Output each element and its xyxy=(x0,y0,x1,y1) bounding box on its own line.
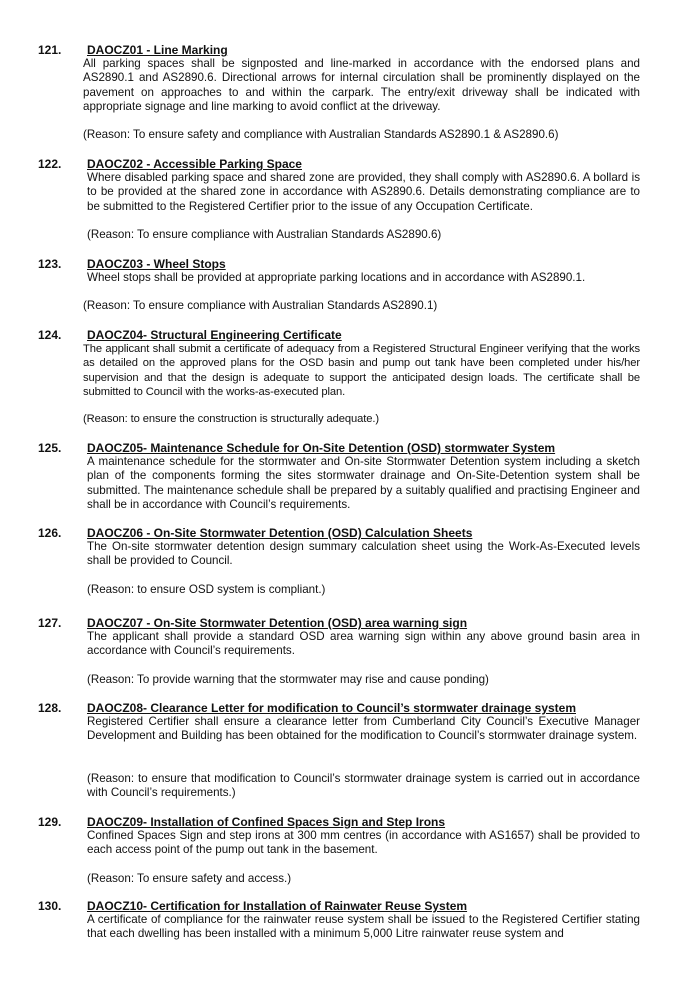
condition-reason: (Reason: to ensure OSD system is compliant.) xyxy=(87,583,326,596)
condition-body: Wheel stops shall be provided at appropriate parking locations and in accordance with AS2890.1. xyxy=(87,271,586,284)
condition-reason: (Reason: to ensure that modification to Council’s stormwater drainage system is carried out in accordance with Council’s requirements.) xyxy=(87,772,640,800)
condition-number: 121. xyxy=(38,43,62,57)
condition-heading: DAOCZ10- Certification for Installation of Rainwater Reuse System xyxy=(87,899,468,913)
condition-number: 129. xyxy=(38,815,62,829)
condition-body: Registered Certifier shall ensure a clearance letter from Cumberland City Council’s Executive Manager Development and Building has been obtained for the modification to Council’s stormwater drainage system. xyxy=(87,715,640,743)
condition-body: Confined Spaces Sign and step irons at 300 mm centres (in accordance with AS1657) shall be provided to each access point of the pump out tank in the basement. xyxy=(87,829,640,857)
condition-heading: DAOCZ03 - Wheel Stops xyxy=(87,257,226,271)
condition-body: A maintenance schedule for the stormwater and On-site Stormwater Detention system including a sketch plan of the components forming the sites stormwater drainage and On-Site-Detention system shall be submitted. The maintenance schedule shall be prepared by a suitably qualified and practising Engineer and shall be in accordance with Council’s requirements. xyxy=(87,455,640,512)
condition-heading: DAOCZ09- Installation of Confined Spaces Sign and Step Irons xyxy=(87,815,446,829)
condition-heading: DAOCZ04- Structural Engineering Certificate xyxy=(87,328,342,342)
condition-heading: DAOCZ01 - Line Marking xyxy=(87,43,228,57)
condition-reason: (Reason: To ensure safety and access.) xyxy=(87,872,292,885)
condition-number: 127. xyxy=(38,616,62,630)
condition-heading: DAOCZ05- Maintenance Schedule for On-Site Detention (OSD) stormwater System xyxy=(87,441,556,455)
condition-reason: (Reason: To ensure safety and compliance with Australian Standards AS2890.1 & AS2890.6) xyxy=(83,128,559,141)
condition-body: The applicant shall submit a certificate of adequacy from a Registered Structural Engineer verifying that the works as detailed on the approved plans for the OSD basin and pump out tank have been completed under his/her supervision and that the design is adequate to support the anticipated design loads. The certificate shall be submitted to Council with the works-as-executed plan. xyxy=(83,343,640,399)
condition-reason: (Reason: To provide warning that the stormwater may rise and cause ponding) xyxy=(87,673,489,686)
condition-number: 123. xyxy=(38,257,62,271)
condition-heading: DAOCZ07 - On-Site Stormwater Detention (OSD) area warning sign xyxy=(87,616,468,630)
condition-reason: (Reason: To ensure compliance with Australian Standards AS2890.1) xyxy=(83,299,438,312)
condition-body: A certificate of compliance for the rainwater reuse system shall be issued to the Registered Certifier stating that each dwelling has been installed with a minimum 5,000 Litre rainwater reuse system and xyxy=(87,913,640,941)
condition-number: 130. xyxy=(38,899,62,913)
condition-number: 122. xyxy=(38,157,62,171)
condition-number: 126. xyxy=(38,526,62,540)
condition-heading: DAOCZ06 - On-Site Stormwater Detention (OSD) Calculation Sheets xyxy=(87,526,473,540)
condition-reason: (Reason: to ensure the construction is structurally adequate.) xyxy=(83,413,380,425)
condition-number: 128. xyxy=(38,701,62,715)
condition-body: The applicant shall provide a standard OSD area warning sign within any above ground basin area in accordance with Council’s requirements. xyxy=(87,630,640,658)
condition-heading: DAOCZ02 - Accessible Parking Space xyxy=(87,157,302,171)
condition-number: 124. xyxy=(38,328,62,342)
condition-body: Where disabled parking space and shared zone are provided, they shall comply with AS2890.6. A bollard is to be provided at the shared zone in accordance with AS2890.6. Details demonstrating compliance are to be submitted to the Registered Certifier prior to the issue of any Occupation Certificate. xyxy=(87,171,640,213)
condition-body: The On-site stormwater detention design summary calculation sheet using the Work-As-Executed levels shall be provided to Council. xyxy=(87,540,640,568)
condition-number: 125. xyxy=(38,441,62,455)
condition-body: All parking spaces shall be signposted and line-marked in accordance with the endorsed plans and AS2890.1 and AS2890.6. Directional arrows for internal circulation shall be prominently displayed on the pavement on approaches to and within the carpark. The entry/exit driveway shall be indicated with appropriate signage and line marking to avoid conflict at the driveway. xyxy=(83,57,640,114)
condition-reason: (Reason: To ensure compliance with Australian Standards AS2890.6) xyxy=(87,228,442,241)
condition-heading: DAOCZ08- Clearance Letter for modification to Council’s stormwater drainage system xyxy=(87,701,576,715)
